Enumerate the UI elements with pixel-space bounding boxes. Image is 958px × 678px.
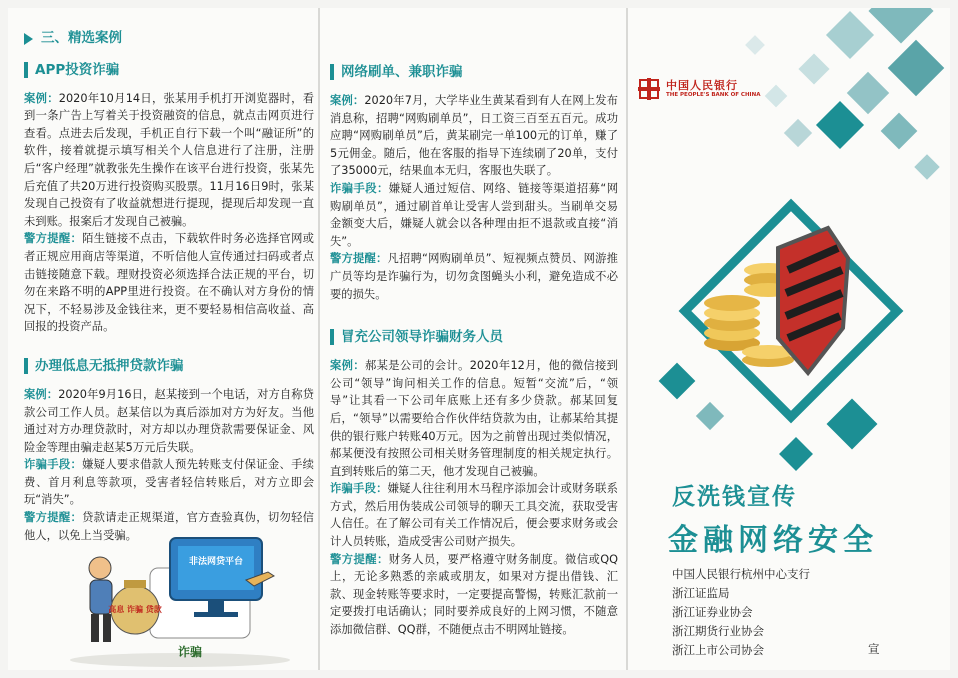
tip-label: 警方提醒： bbox=[24, 511, 83, 525]
case-text: 2020年7月，大学毕业生黄某看到有人在网上发布消息称，招聘“网购刷单员”，日工资三百至五百元。成功应聘“网购刷单员”后，黄某刷完一单100元的订单，赚了5元佣金。随后，他在客服的指导下连续刷了20单，支付了35000元，结果血本无归，客服也失联了。 bbox=[330, 94, 618, 178]
case-body bbox=[24, 386, 314, 456]
tip-text: 贷款请走正规渠道，官方查验真伪，切勿轻信他人，以免上当受骗。 bbox=[24, 511, 314, 542]
org-item: 中国人民银行杭州中心支行 bbox=[672, 567, 810, 581]
case-title: 冒充公司领导诈骗财务人员 bbox=[330, 329, 618, 345]
means-text: 嫌疑人要求借款人预先转账支付保证金、手续费、首月利息等款项，受害者轻信转账后，对方立即会玩“消失”。 bbox=[24, 458, 314, 507]
case-text: 2020年10月14日，张某用手机打开浏览器时，看到一条广告上写着关于投资融资的信息，就点击网页进行查看。点进去后发现，手机正自行下载一个叫“融证所”的软件，接着就提示填写相关个人信息进行了注册，注册后“客户经理”就教张先生操作在该平台进行投资，张某先后充值了共20万进行投资购买股票。11月16日9时，张某发现自己投资有了收益就想进行提现，提现后却发现一直未到账。报案后才发现自己被骗。 bbox=[24, 91, 314, 228]
tip-body bbox=[24, 230, 314, 336]
tip-text: 财务人员，要严格遵守财务制度。微信或QQ上，无论多熟悉的亲戚或朋友，如果对方提出借钱、汇款、现金转账等要求时，一定要提高警惕，转账汇款前一定要拨打电话确认；同时要养成良好的上网习惯，不随意添加微信群、QQ群，不随便点击不明网址链接。 bbox=[330, 552, 618, 637]
org-item: 浙江期货行业协会 bbox=[672, 624, 764, 638]
case-loan-fraud bbox=[24, 358, 314, 544]
tip-label: 警方提醒： bbox=[24, 232, 83, 246]
means-body bbox=[330, 180, 618, 250]
case-app-investment bbox=[24, 62, 314, 336]
fold-line-left bbox=[318, 8, 320, 670]
decor-diamond bbox=[827, 399, 878, 450]
means-text: 嫌疑人通过短信、网络、链接等渠道招募“网购刷单员”，通过刷首单让受害人尝到甜头。当刷单交易金额变大后，嫌疑人就会以各种理由拒不退款或直接“消失”。 bbox=[330, 181, 618, 248]
case-impersonate-leader bbox=[330, 329, 618, 639]
case-title: APP投资诈骗 bbox=[24, 62, 314, 78]
screen-label: 非法网贷平台 bbox=[188, 557, 244, 567]
means-text: 嫌疑人往往利用木马程序添加会计或财务联系方式，然后用伪装成公司领导的聊天工具交流，获取受害人信任。在了解公司有关工作情况后，便会要求财务或会计人员转账，造成受害公司财产损失。 bbox=[330, 482, 618, 549]
person-icon bbox=[89, 557, 112, 642]
case-label: 案例： bbox=[330, 94, 365, 107]
column-left bbox=[24, 20, 314, 544]
case-title: 办理低息无抵押贷款诈骗 bbox=[24, 358, 314, 374]
tip-label: 警方提醒： bbox=[330, 552, 389, 566]
decor-diamond bbox=[779, 437, 813, 471]
case-label: 案例： bbox=[24, 91, 59, 105]
organizations-list bbox=[672, 565, 810, 660]
means-body bbox=[24, 456, 314, 509]
case-text: 2020年9月16日，赵某接到一个电话，对方自称贷款公司工作人员。赵某信以为真后添加对方为好友。当他通过对方办理贷款时，对方却以办理贷款需要保证金、风险金等理由骗走赵某5万元后失联。 bbox=[24, 387, 314, 454]
org-item: 浙江上市公司协会 bbox=[672, 643, 764, 657]
pboc-emblem-icon bbox=[638, 78, 660, 100]
decorative-diamonds-top bbox=[745, 8, 944, 180]
case-label: 案例： bbox=[330, 359, 365, 373]
means-label: 诈骗手段： bbox=[330, 181, 389, 195]
section-heading bbox=[24, 30, 314, 48]
case-order-brushing bbox=[330, 64, 618, 303]
org-item: 浙江证券业协会 bbox=[672, 605, 753, 619]
cover-panel bbox=[628, 8, 950, 670]
means-body bbox=[330, 480, 618, 550]
tip-body bbox=[330, 551, 618, 639]
case-text: 郝某是公司的会计。2020年12月，他的微信接到公司“领导”询问相关工作的信息。短暂“交流”后，“领导”让其看一下公司年底账上还有多少贷款。郝某回复后，“领导”以需要给合作伙伴结贷款为由，让郝某给其提供的银行账户转账40万元。因为之前曾出现过类似情况，郝某便没有按照公司相关财务管理制度的相关规定执行。直到转账后的第二天，他才发现自己被骗。 bbox=[330, 359, 618, 478]
logo-name-en: THE PEOPLE'S BANK OF CHINA bbox=[666, 91, 761, 98]
logo-name-cn: 中国人民银行 bbox=[666, 78, 738, 92]
tip-body bbox=[330, 250, 618, 303]
loan-fraud-illustration bbox=[60, 528, 310, 668]
org-item: 浙江证监局 bbox=[672, 586, 730, 600]
security-shield-graphic bbox=[685, 205, 897, 417]
chevron-icon bbox=[24, 33, 33, 45]
means-label: 诈骗手段： bbox=[330, 482, 388, 496]
bag-text: 高息 诈骗 贷款 bbox=[108, 605, 162, 614]
publicity-mark: 宣 bbox=[868, 642, 880, 656]
case-body bbox=[330, 92, 618, 180]
case-label: 案例： bbox=[24, 387, 59, 401]
means-label: 诈骗手段： bbox=[24, 458, 83, 472]
cover-title-line1: 反洗钱宣传 bbox=[672, 484, 797, 510]
decor-diamond bbox=[659, 363, 696, 400]
tip-text: 凡招聘“网购刷单员”、短视频点赞员、网游推广员等均是诈骗行为，切勿贪图蝇头小利，避免造成不必要的损失。 bbox=[330, 252, 618, 301]
illustration-caption: 诈骗 bbox=[177, 645, 203, 659]
tip-text: 陌生链接不点击，下载软件时务必选择官网或者正规应用商店等渠道，不听信他人宣传通过扫码或者点击链接随意下载。理财投资必须选择合法正规的平台，切勿在来路不明的APP里进行投资。在不确认对方身份的情况下，不轻易涉及金钱往来，更不要轻易相信高收益、高回报的投资产品。 bbox=[24, 232, 314, 334]
decor-diamond bbox=[696, 402, 724, 430]
case-body bbox=[24, 90, 314, 231]
case-body bbox=[330, 357, 618, 480]
case-title: 网络刷单、兼职诈骗 bbox=[330, 64, 618, 80]
pboc-logo bbox=[638, 78, 760, 100]
section-heading-text: 三、精选案例 bbox=[41, 30, 122, 46]
cover-title-line2: 金融网络安全 bbox=[668, 523, 878, 558]
column-middle bbox=[330, 64, 618, 639]
tip-label: 警方提醒： bbox=[330, 252, 388, 266]
